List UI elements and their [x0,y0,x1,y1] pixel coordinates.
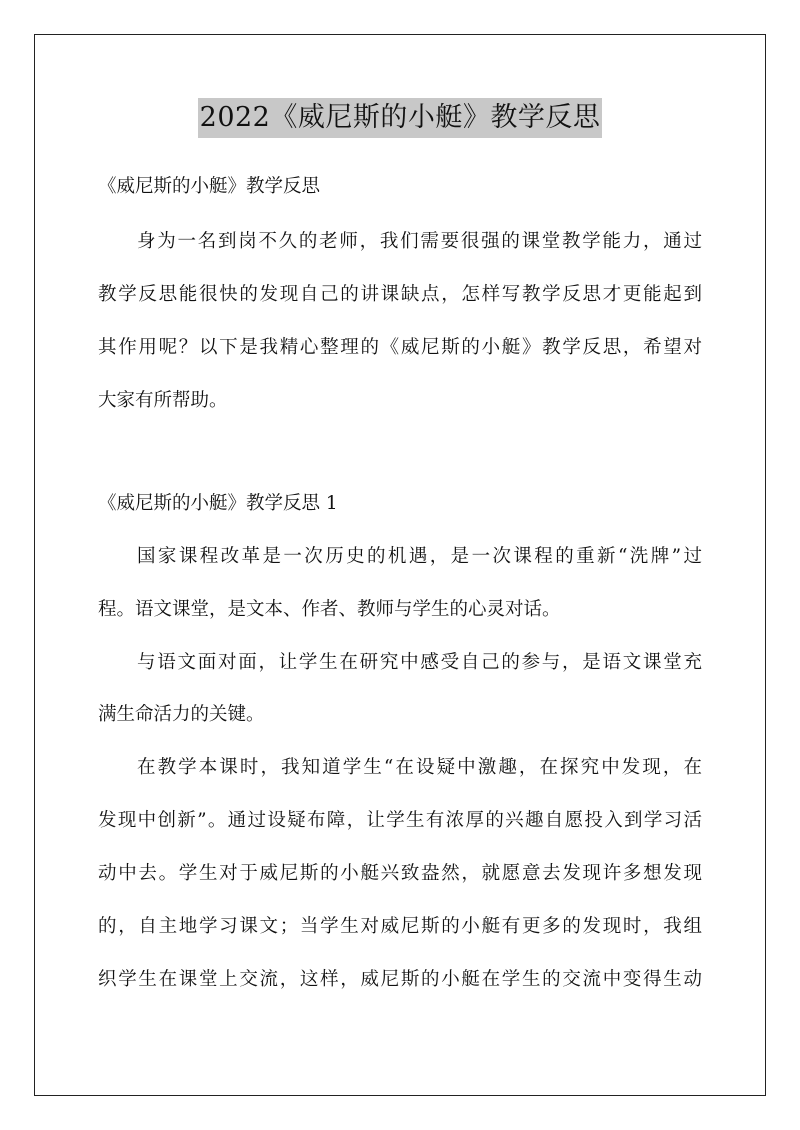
body-line: 程。语文课堂，是文本、作者、教师与学生的心灵对话。 [98,599,561,620]
body-line: 满生命活力的关键。 [98,704,265,725]
document-title: 2022《威尼斯的小艇》教学反思 [198,98,603,138]
intro-line: 身为一名到岗不久的老师，我们需要很强的课堂教学能力，通过 [137,231,702,252]
body-line: 动中去。学生对于威尼斯的小艇兴致盎然，就愿意去发现许多想发现 [98,863,702,884]
intro-line: 其作用呢？以下是我精心整理的《威尼斯的小艇》教学反思，希望对 [98,337,702,358]
document-subtitle: 《威尼斯的小艇》教学反思 [98,176,321,197]
section-heading: 《威尼斯的小艇》教学反思 1 [98,493,338,514]
title-container [0,98,800,138]
body-line: 与语文面对面，让学生在研究中感受自己的参与，是语文课堂充 [137,652,702,673]
body-line: 发现中创新”。通过设疑布障，让学生有浓厚的兴趣自愿投入到学习活 [98,810,702,831]
body-line: 织学生在课堂上交流，这样，威尼斯的小艇在学生的交流中变得生动 [98,969,702,990]
body-line: 的，自主地学习课文；当学生对威尼斯的小艇有更多的发现时，我组 [98,916,702,937]
body-line: 在教学本课时，我知道学生“在设疑中激趣，在探究中发现，在 [137,757,702,778]
intro-line: 教学反思能很快的发现自己的讲课缺点，怎样写教学反思才更能起到 [98,284,702,305]
intro-line: 大家有所帮助。 [98,390,228,411]
body-line: 国家课程改革是一次历史的机遇，是一次课程的重新“洗牌”过 [137,546,702,567]
